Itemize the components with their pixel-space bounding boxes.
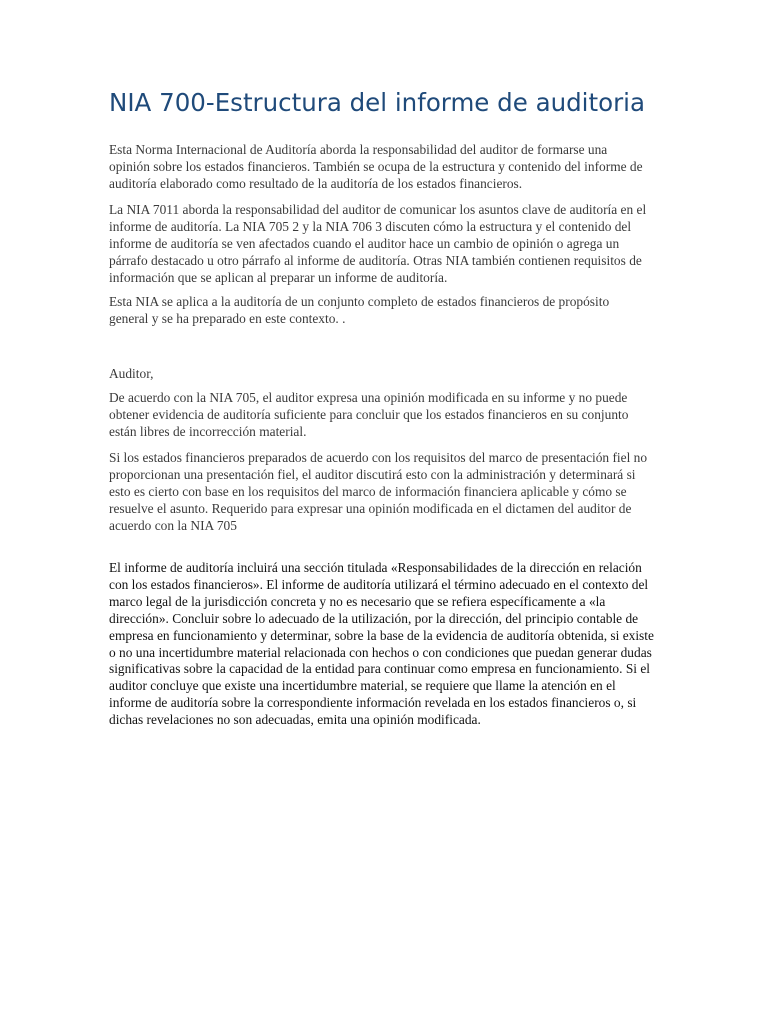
- paragraph-intro: Esta Norma Internacional de Auditoría aborda la responsabilidad del auditor de formarse una opinión sobre los estados financieros. También se ocupa de la estructura y contenido del informe de auditoría elaborado como resultado de la auditoría de los estados financieros.: [109, 142, 643, 191]
- paragraph-nia-701: La NIA 7011 aborda la responsabilidad del auditor de comunicar los asuntos clave de auditoría en el informe de auditoría. La NIA 705 2 y la NIA 706 3 discuten cómo la estructura y el contenido del informe de auditoría se ven afectados cuando el auditor hace un cambio de opinión o agrega un párrafo destacado u otro párrafo al informe de auditoría. Otras NIA también contienen requisitos de información que se aplican al preparar un informe de auditoría.: [109, 202, 647, 285]
- page-title: NIA 700-Estructura del informe de auditoria: [109, 88, 645, 117]
- paragraph-salutation: Auditor,: [109, 366, 154, 381]
- paragraph-scope: Esta NIA se aplica a la auditoría de un conjunto completo de estados financieros de propósito general y se ha preparado en este contexto. .: [109, 294, 610, 326]
- paragraph-management-responsibilities: El informe de auditoría incluirá una sección titulada «Responsabilidades de la dirección en relación con los estados financieros». El informe de auditoría utilizará el término adecuado en el contexto del marco legal de la jurisdicción concreta y no es necesario que se refiera específicamente a «la dirección». Concluir sobre lo adecuado de la utilización, por la dirección, del principio contable de empresa en funcionamiento y determinar, sobre la base de la evidencia de auditoría obtenida, si existe o no una incertidumbre material relacionada con hechos o con condiciones que puedan generar dudas significativas sobre la capacidad de la entidad para continuar como empresa en funcionamiento. Si el auditor concluye que existe una incertidumbre material, se requiere que llame la atención en el informe de auditoría sobre la correspondiente información revelada en los estados financieros o, si dichas revelaciones no son adecuadas, emita una opinión modificada.: [109, 560, 654, 728]
- paragraph-fair-presentation: Si los estados financieros preparados de acuerdo con los requisitos del marco de presentación fiel no proporcionan una presentación fiel, el auditor discutirá esto con la administración y determinará si esto es cierto con base en los requisitos del marco de información financiera aplicable y cómo se resuelve el asunto. Requerido para expresar una opinión modificada en el dictamen del auditor de acuerdo con la NIA 705: [109, 450, 648, 533]
- paragraph-modified-opinion: De acuerdo con la NIA 705, el auditor expresa una opinión modificada en su informe y no puede obtener evidencia de auditoría suficiente para concluir que los estados financieros en su conjunto están libres de incorrección material.: [109, 390, 629, 439]
